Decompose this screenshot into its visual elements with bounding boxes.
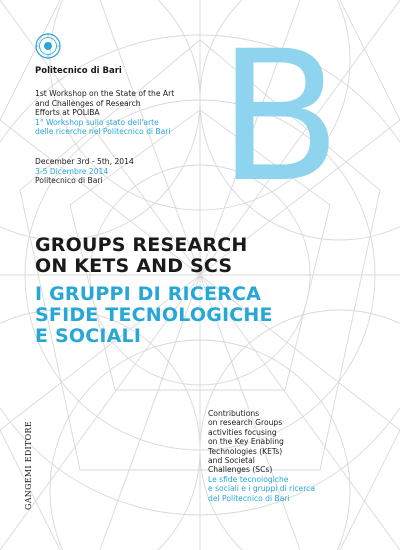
contrib-en-line-3: activities focusing bbox=[208, 427, 277, 437]
workshop-block bbox=[35, 89, 174, 137]
contrib-it-line-2: e sociali e i gruppi di ricerca bbox=[208, 484, 315, 494]
title-italian bbox=[35, 284, 273, 347]
title-en-line-1: GROUPS RESEARCH bbox=[35, 234, 248, 256]
workshop-en-line-2: and Challenges of Research bbox=[35, 98, 141, 108]
title-it-line-2: SFIDE TECNOLOGICHE bbox=[35, 304, 273, 326]
contrib-en-line-1: Contributions bbox=[208, 409, 260, 418]
title-it-line-3: E SOCIALI bbox=[35, 325, 142, 347]
politecnico-seal-logo bbox=[35, 33, 61, 59]
workshop-it-line-2: delle ricerche nel Politecnico di Bari bbox=[35, 127, 171, 137]
title-english bbox=[35, 235, 247, 277]
place: Politecnico di Bari bbox=[35, 176, 103, 186]
big-letter-b: B bbox=[218, 13, 342, 222]
dates-block bbox=[35, 157, 134, 186]
contrib-en-line-2: on research Groups bbox=[208, 418, 283, 428]
contrib-it-line-1: Le sfide tecnologiche bbox=[208, 474, 289, 484]
workshop-en-line-1: 1st Workshop on the State of the Art bbox=[35, 89, 175, 98]
institution-name: Politecnico di Bari bbox=[35, 66, 122, 76]
contrib-en-line-4: on the Key Enabling bbox=[208, 437, 284, 447]
contrib-en-line-5: Technologies (KETs) bbox=[208, 446, 283, 456]
date-en: December 3rd - 5th, 2014 bbox=[35, 157, 134, 166]
publisher-logo: GANGEMI EDITORE bbox=[24, 421, 33, 510]
contributions-block bbox=[208, 409, 315, 503]
workshop-it-line-1: 1° Workshop sullo stato dell'arte bbox=[35, 117, 159, 127]
contrib-en-line-6: and Societal bbox=[208, 456, 255, 466]
contrib-en-line-7: Challenges (SCs) bbox=[208, 465, 273, 475]
date-it: 3-5 Dicembre 2014 bbox=[35, 166, 109, 176]
title-en-line-2: ON KETS AND SCS bbox=[35, 255, 233, 277]
workshop-en-line-3: Efforts at POLIBA bbox=[35, 108, 100, 118]
contrib-it-line-3: del Politecnico di Bari bbox=[208, 493, 290, 503]
title-it-line-1: I GRUPPI DI RICERCA bbox=[35, 283, 262, 305]
